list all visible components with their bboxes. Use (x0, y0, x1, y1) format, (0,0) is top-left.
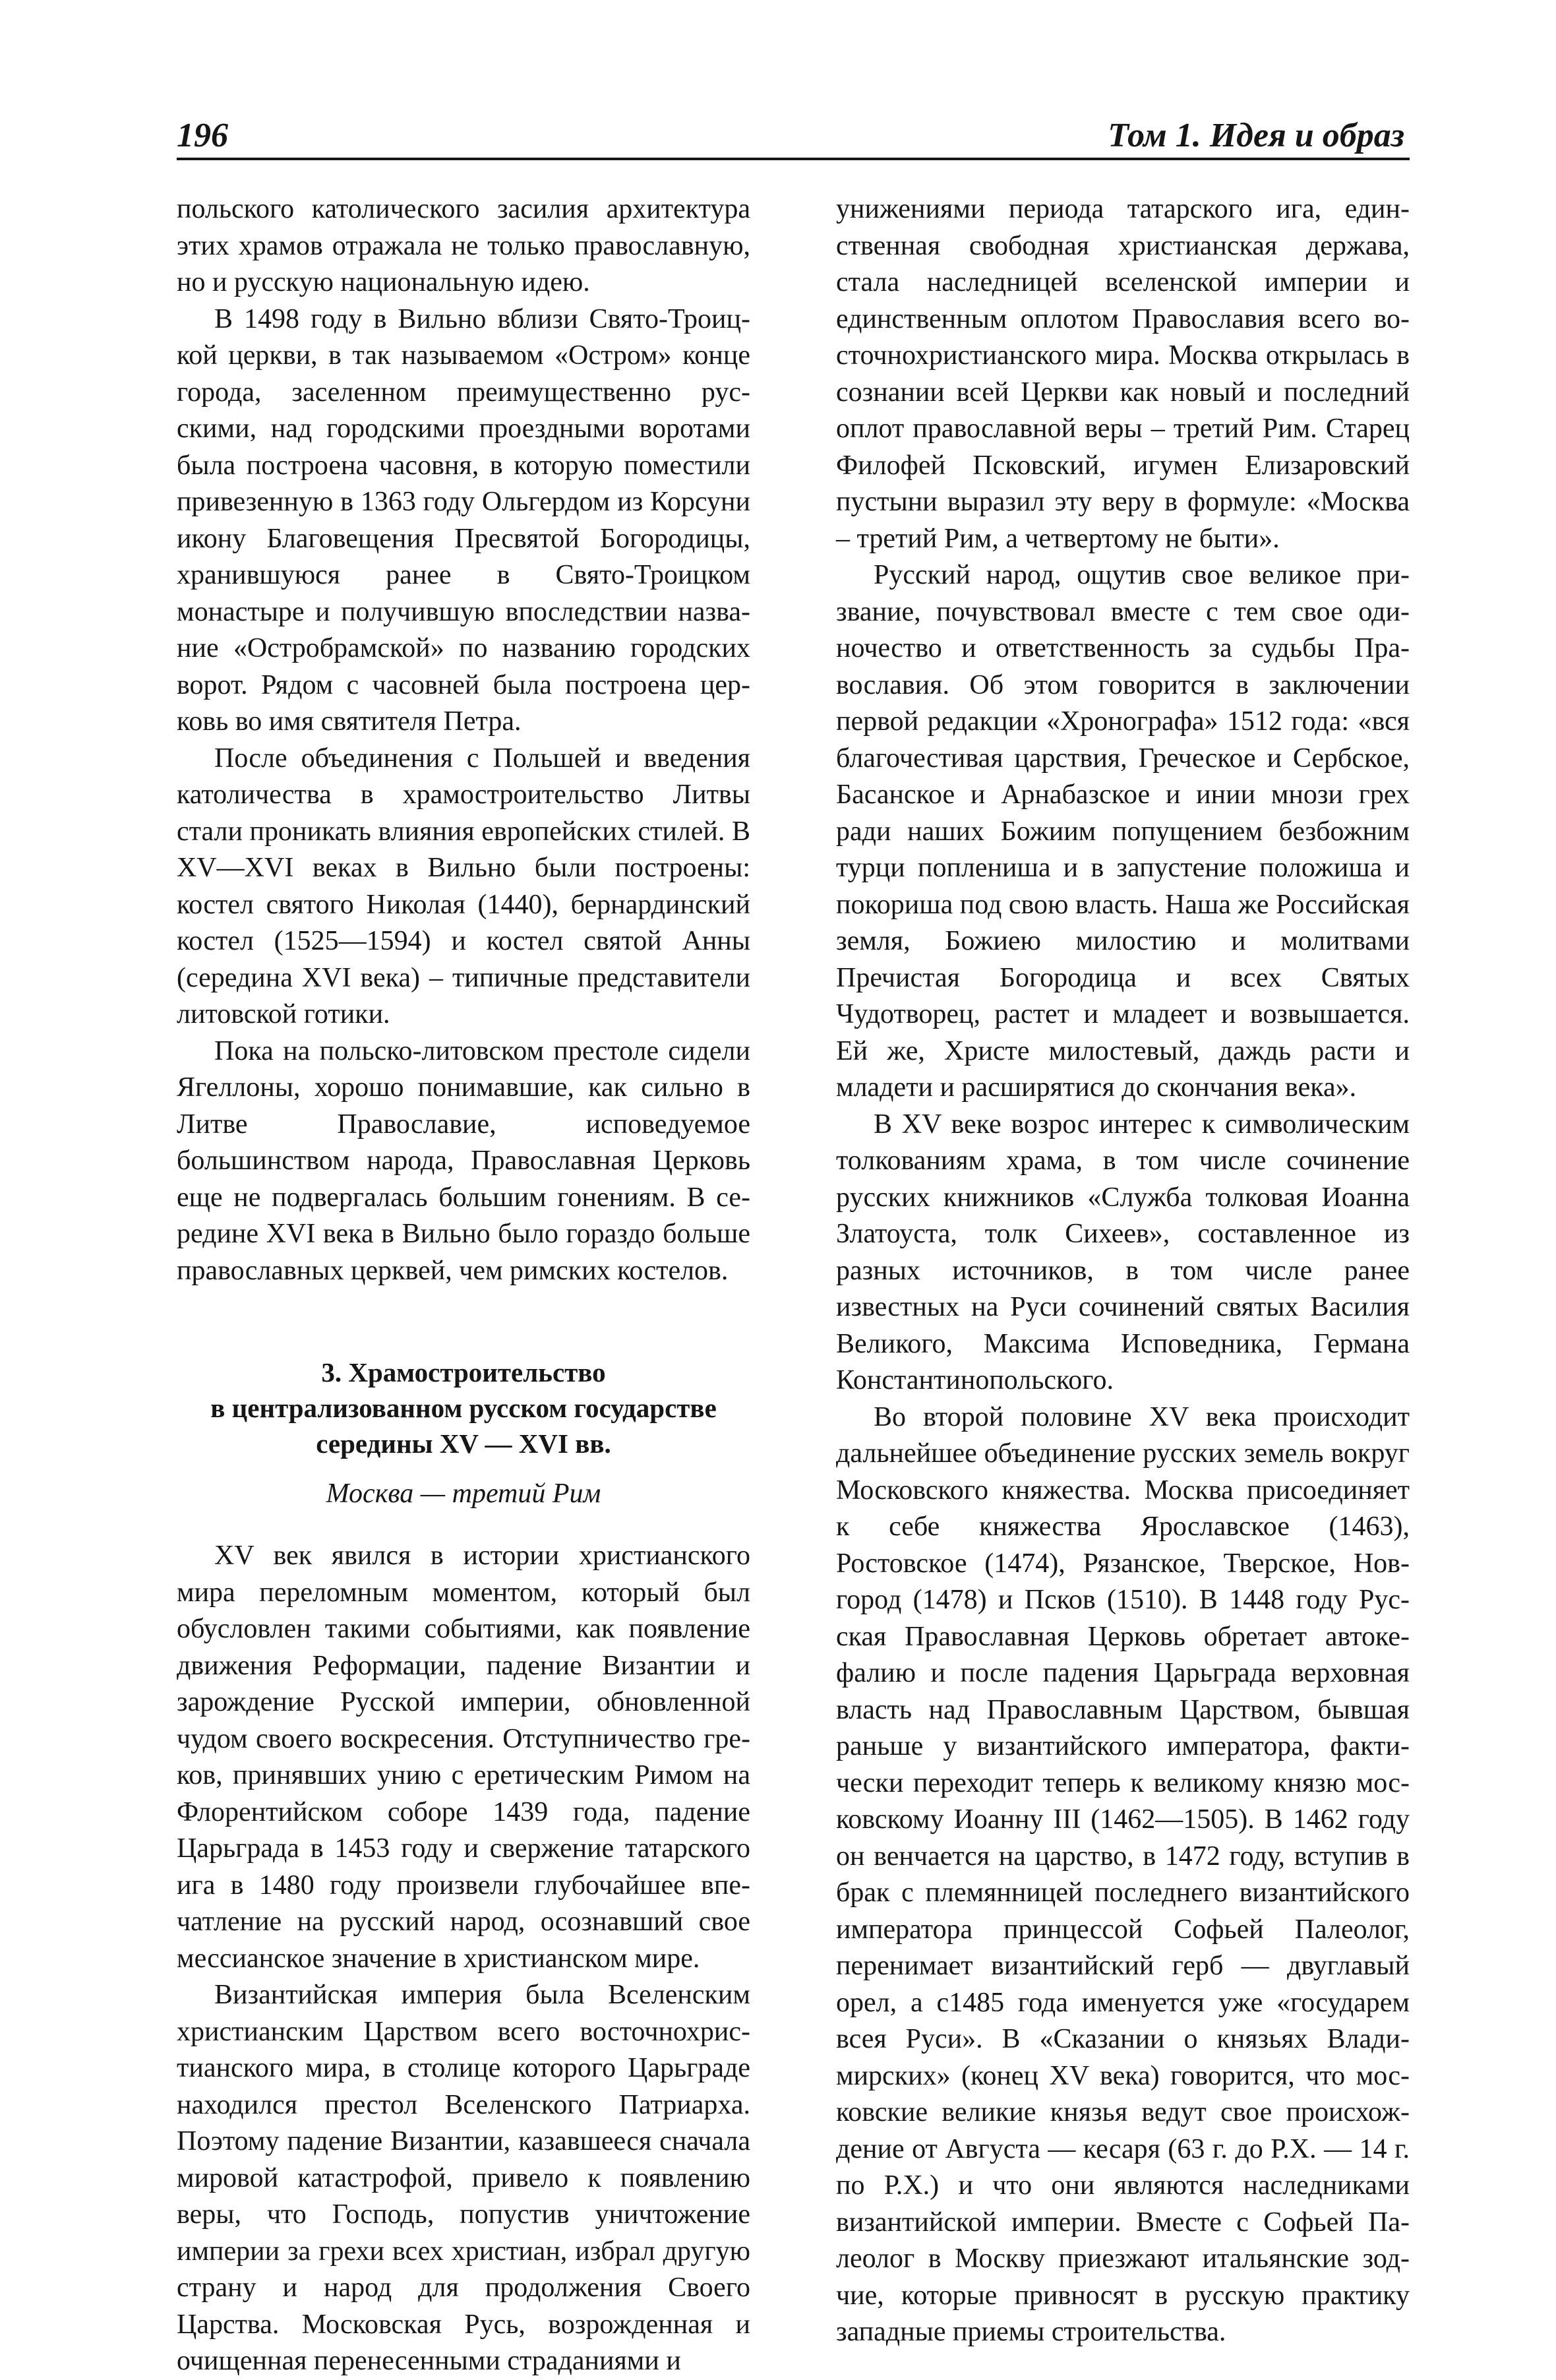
page-number: 196 (177, 117, 228, 154)
right-column (836, 191, 1410, 2351)
paragraph: Пока на польско-литовском престоле сидели Ягеллоны, хорошо понимавшие, как сильно в Литве Православие, исповедуемое большинством народа, Православная Церковь еще не подвергалась большим гонениям. В середине XVI века в Вильно было гораздо больше православных церквей, чем римских костелов. (177, 1035, 750, 1286)
paragraph: Во второй половине XV века происходит дальнейшее объединение русских земель вокруг Московского княжества. Москва присоединяет к себе княжества Ярославское (1463), Ростовское (1474), Рязанское, Тверское, Новгород (1478) и Псков (1510). В 1448 году Русская Православная Церковь обретает автокефалию и после падения Царьграда верховная власть над Православным Царством, бывшая раньше у византийского императора, фактически переходит теперь к великому князю московскому Иоанну III (1462—1505). В 1462 году он венчается на царство, в 1472 году, вступив в брак с племянницей последнего византийского императора принцессой Софьей Палеолог, перенимает византийский герб — двуглавый орел, а с1485 года именуется уже «государем всея Руси». В «Сказании о князьях Владимирских» (конец XV века) говорится, что московские великие князья ведут свое происхождение от Августа — кесаря (63 г. до Р.Х. — 14 г. по Р.Х.) и что они являются наследниками византийской империи. Вместе с Софьей Палеолог в Москву приезжают итальянские зодчие, которые привносят в русскую практику западные приемы строительства. (836, 1401, 1410, 2347)
header-rule (177, 158, 1410, 160)
section-heading-line: 3. Храмостроительство (321, 1357, 606, 1388)
paragraph: После объединения с Польшей и введения католичества в храмостроительство Литвы стали проникать влияния европейских стилей. В XV—XVI веках в Вильно были построены: костел святого Николая (1440), бернардинский костел (1525—1594) и костел святой Анны (середина XVI века) – типичные представители литовской готики. (177, 743, 750, 1029)
paragraph: XV век явился в истории христианского мира переломным моментом, который был обусловлен такими событиями, как появление движения Реформации, падение Византии и зарождение Русской империи, обновленной чудом своего воскресения. Отступничество греков, принявших унию с еретическим Римом на Флорентийском соборе 1439 года, падение Царьграда в 1453 году и свержение татарского ига в 1480 году произвели глубочайшее впечатление на русский народ, осознавший свое мессианское значение в христианском мире. (177, 1541, 750, 1974)
paragraph: В XV веке возрос интерес к символическим толкованиям храма, в том числе сочинение русских книжников «Служба толковая Иоанна Златоуста, толк Сихеев», составленное из разных источников, в том числе ранее известных на Руси сочинений святых Василия Великого, Максима Исповедника, Германа Константинопольского. (836, 1109, 1410, 1395)
subheading: Москва — третий Рим (326, 1479, 601, 1509)
section-heading-line: середины XV — XVI вв. (316, 1428, 611, 1459)
section-heading (177, 1355, 750, 1461)
paragraph: В 1498 году в Вильно вблизи Свято-Троицкой церкви, в так называемом «Остром» конце города, заселенном преимущественно русскими, над городскими проездными воротами была построена часовня, в которую поместили привезенную в 1363 году Ольгердом из Корсуни икону Благовещения Пресвятой Богородицы, хранившуюся ранее в Свято-Троицком монастыре и получившую впоследствии название «Остробрамской» по названию городских ворот. Рядом с часовней была построена церковь во имя святителя Петра. (177, 303, 750, 737)
paragraph: Русский народ, ощутив свое великое призвание, почувствовал вместе с тем свое одиночество и ответственность за судьбы Православия. Об этом говорится в заключении первой редакции «Хронографа» 1512 года: «вся благочестивая царствия, Греческое и Сербское, Басанское и Арнабазское и инии мнози грех ради наших Божиим попущением безбожним турци поплениша и в запустение положиша и покориша под свою власть. Наша же Российская земля, Божиею милостию и молитвами Пречистая Богородица и всех Святых Чудотворец, растет и младеет и возвышается. Ей же, Христе милостевый, даждь расти и младети и расширятися до скончания века». (836, 560, 1410, 1103)
section-heading-line: в централизованном русском государстве (210, 1393, 717, 1423)
paragraph-continued: унижениями периода татарского ига, единственная свободная христианская держава, стала наследницей вселенской империи и единственным оплотом Православия всего восточнохристианского мира. Москва открылась в сознании всей Церкви как новый и последний оплот православной веры – третий Рим. Старец Филофей Псковский, игумен Елизаровский пустыни выразил эту веру в формуле: «Москва – третий Рим, а четвертому не быти». (836, 194, 1410, 554)
paragraph: Византийская империя была Вселенским христианским Царством всего восточнохристианского мира, в столице которого Царьграде находился престол Вселенского Патриарха. Поэтому падение Византии, казавшееся сначала мировой катастрофой, привело к появлению веры, что Господь, попустив уничтожение империи за грехи всех христиан, избрал другую страну и народ для продолжения Своего Царства. Московская Русь, возрожденная и очищенная перенесенными страданиями и (177, 1980, 750, 2376)
paragraph-continued: польского католического засилия архитектура этих храмов отражала не только православную, но и русскую национальную идею. (177, 194, 750, 297)
running-head (177, 115, 1410, 156)
left-column (177, 191, 750, 2380)
running-head-title: Том 1. Идея и образ (1108, 117, 1404, 154)
